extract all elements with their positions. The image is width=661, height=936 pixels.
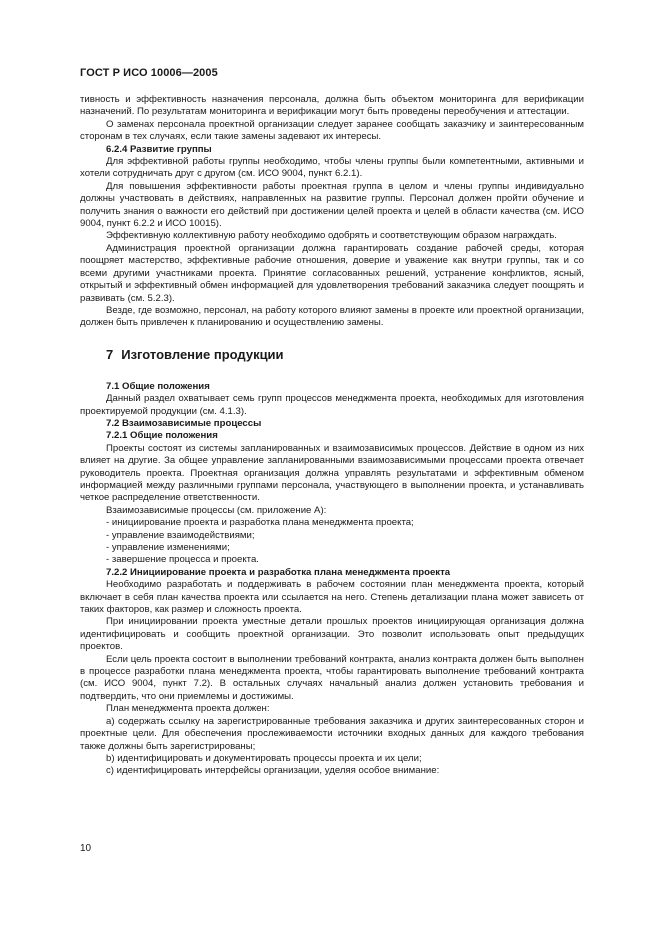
paragraph: Если цель проекта состоит в выполнении требований контракта, анализ контракта должен быть выполнен в процессе разработки плана менеджмента проекта, чтобы гарантировать выполнение требований контракта (см. ИСО 9004, пункт 7.2). В остальных случаях начальный анализ должен установить требования и подтвердить, что они приемлемы и достижимы. — [80, 653, 584, 702]
list-item-c: c) идентифицировать интерфейсы организации, уделяя особое внимание: — [106, 765, 440, 777]
paragraph: О заменах персонала проектной организации следует заранее сообщать заказчику и заинтересованным сторонам в тех случаях, если такие замены задевают их интересы. — [80, 118, 584, 143]
document-header: ГОСТ Р ИСО 10006—2005 — [80, 67, 218, 79]
paragraph: Для эффективной работы группы необходимо, чтобы члены группы были компетентными, активными и хотели сотрудничать друг с другом (см. ИСО 9004, пункт 6.2.1). — [80, 156, 584, 180]
paragraph: Везде, где возможно, персонал, на работу которого влияют замены в проекте или проектной организации, должен быть привлечен к планированию и осуществлению замены. — [80, 304, 584, 329]
list-item: - завершение процесса и проекта. — [106, 554, 259, 566]
subsection-heading-7-1: 7.1 Общие положения — [106, 380, 210, 392]
section-heading-7 — [80, 347, 584, 363]
paragraph: Для повышения эффективности работы проектная группа в целом и члены группы индивидуально должны участвовать в действиях, направленных на развитие группы. Персонал должен пройти обучение и получить знания о важности его действий при достижении целей проекта и целей в области качества (см. ИСО 9004, пункт 6.2.2 и ИСО 10015). — [80, 180, 584, 230]
paragraph: При инициировании проекта уместные детали прошлых проектов инициирующая организация должна идентифицировать и сообщить проектной организации. Это позволит использовать опыт предыдущих проектов. — [80, 616, 584, 653]
paragraph: Эффективную коллективную работу необходимо одобрять и соответствующим образом награждать. — [106, 230, 557, 242]
page-number: 10 — [80, 843, 92, 854]
subsection-heading-7-2-1: 7.2.1 Общие положения — [106, 430, 218, 442]
paragraph: Проекты состоят из системы запланированных и взаимозависимых процессов. Действие в одном из них влияет на другие. За общее управление запланированными взаимозависимыми процессами проекта отвечает руководитель проекта. Проектная организация должна управлять результатами и эффективным обменом информацией между различными группами персонала, участвующего в выполнении проекта, и устанавливать четкое распределение ответственности. — [80, 442, 584, 504]
section-number: 7 — [106, 346, 114, 362]
list-item: - управление изменениями; — [106, 542, 230, 553]
document-body — [80, 94, 584, 778]
subsection-heading-7-2-2: 7.2.2 Инициирование проекта и разработка плана менеджмента проекта — [106, 566, 451, 578]
section-title: Изготовление продукции — [121, 346, 284, 362]
list-item-a: а) содержать ссылку на зарегистрированные требования заказчика и других заинтересованных сторон и проектные цели. Для обеспечения прослеживаемости источники входных данных для каждого требования также должны быть зарегистрированы; — [80, 715, 584, 752]
paragraph: Взаимозависимые процессы (см. приложение А): — [106, 504, 327, 516]
list-item-b: b) идентифицировать и документировать процессы проекта и их цели; — [106, 752, 422, 764]
paragraph: Необходимо разработать и поддерживать в рабочем состоянии план менеджмента проекта, который включает в себя план качества проекта или ссылается на него. Степень детализации плана может зависеть от таких факторов, как размер и сложность проекта. — [80, 579, 584, 616]
paragraph: План менеджмента проекта должен: — [106, 703, 270, 715]
subsection-heading-6-2-4: 6.2.4 Развитие группы — [106, 143, 212, 155]
paragraph: Администрация проектной организации должна гарантировать создание рабочей среды, которая поощряет мастерство, эффективные рабочие отношения, доверие и уважение как внутри группы, так и со всеми другими участниками проекта. Принятие согласованных решений, устранение конфликтов, ясный, открытый и эффективный обмен информацией для удовлетворения требований заказчика следует поощрять и развивать (см. 5.2.3). — [80, 242, 584, 304]
list-item: - управление взаимодействиями; — [106, 529, 255, 541]
subsection-heading-7-2: 7.2 Взаимозависимые процессы — [106, 417, 262, 429]
paragraph: Данный раздел охватывает семь групп процессов менеджмента проекта, необходимых для изготовления проектируемой продукции (см. 4.1.3). — [80, 393, 584, 417]
paragraph: тивность и эффективность назначения персонала, должна быть объектом мониторинга для верификации назначений. По результатам мониторинга и верификации могут быть проведены переобучения и аттестации. — [80, 94, 584, 118]
list-item: - инициирование проекта и разработка плана менеджмента проекта; — [106, 517, 414, 529]
